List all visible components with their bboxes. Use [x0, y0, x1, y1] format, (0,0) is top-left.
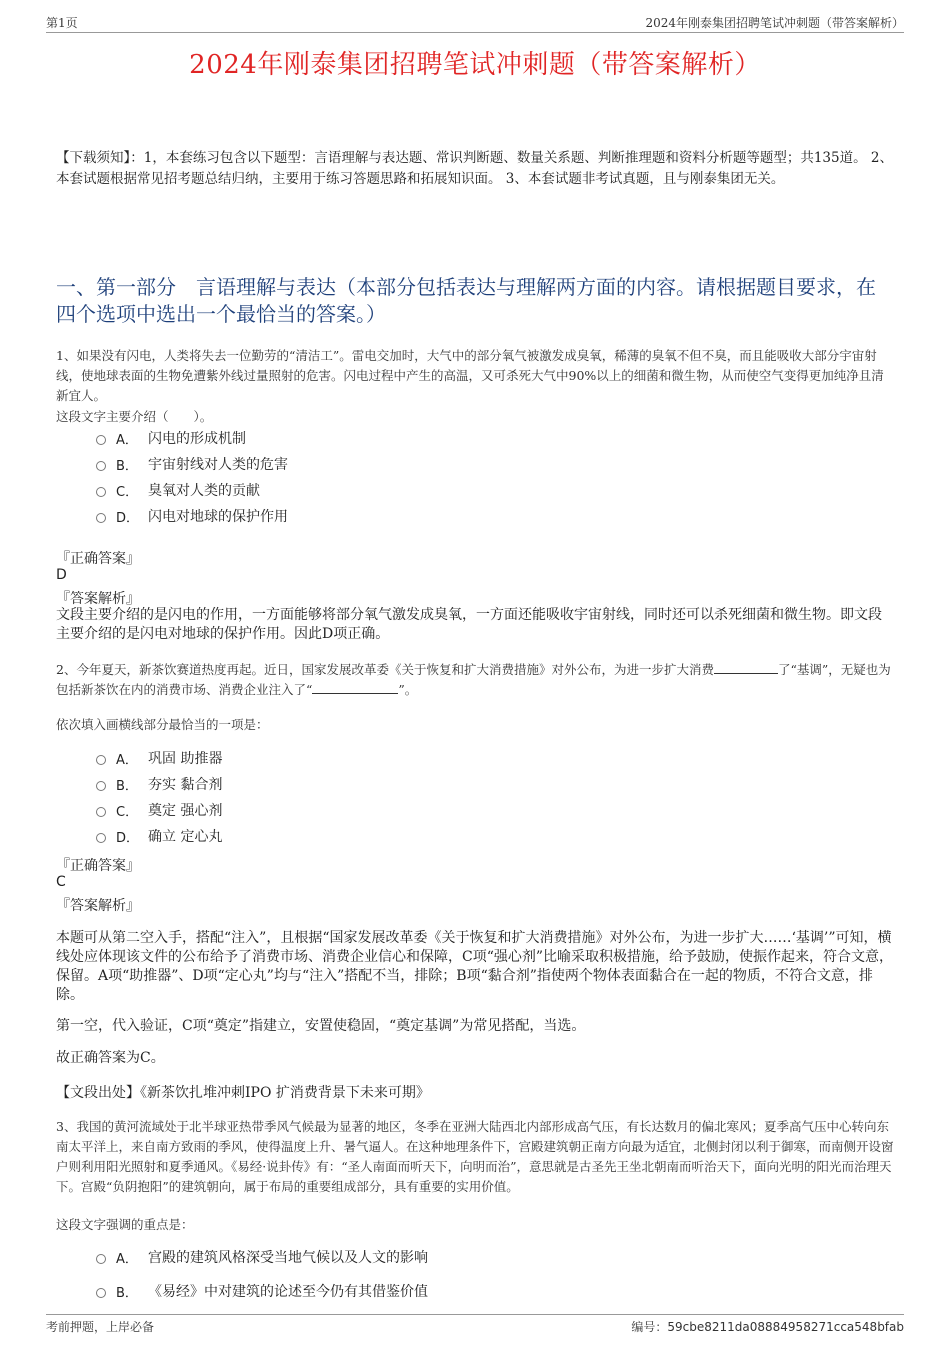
question-1-option-c[interactable]: C． 臭氧对人类的贡献: [96, 477, 288, 503]
question-2-analysis-paragraph-3: 故正确答案为C。: [56, 1050, 165, 1066]
question-2-answer: C: [56, 874, 66, 890]
question-2-options: [96, 745, 222, 849]
question-1-analysis-label: 『答案解析』: [56, 591, 140, 607]
question-2-option-a[interactable]: A． 巩固 助推器: [96, 745, 222, 771]
blank-2: [312, 681, 398, 694]
question-1-analysis: 文段主要介绍的是闪电的作用，一方面能够将部分氧气激发成臭氧，一方面还能吸收宇宙射线，同时还可以杀死细菌和微生物。即文段主要介绍的是闪电对地球的保护作用。因此D项正确。: [56, 607, 882, 642]
question-2-analysis-paragraph-1: 本题可从第二空入手，搭配“注入”，且根据“国家发展改革委《关于恢复和扩大消费措施》对外公布，为进一步扩大……‘基调’”可知，横线处应体现该文件的公布给予了消费市场、消费企业信心和保障，C项“强心剂”比喻采取积极措施，给予鼓励，使振作起来，符合文意，保留。A项“助推器”、D项“定心丸”均与“注入”搭配不当，排除；B项“黏合剂”指使两个物体表面黏合在一起的物质，不符合文意，排除。: [56, 930, 894, 1003]
radio-icon[interactable]: [96, 1254, 106, 1264]
header-doc-title: 2024年刚泰集团招聘笔试冲刺题（带答案解析）: [645, 16, 904, 30]
question-1-answer: D: [56, 567, 67, 583]
radio-icon[interactable]: [96, 1288, 106, 1298]
download-notice: 【下载须知】：1，本套练习包含以下题型：言语理解与表达题、常识判断题、数量关系题、判断推理题和资料分析题等题型；共135道。 2、本套试题根据常见招考题总结归纳，主要用于练习答题思路和拓展知识面。 3、本套试题非考试真题，且与刚泰集团无关。: [56, 150, 893, 187]
option-text: 臭氧对人类的贡献: [148, 483, 260, 499]
question-2-option-c[interactable]: C． 奠定 强心剂: [96, 797, 222, 823]
option-text: 夯实 黏合剂: [148, 777, 223, 793]
option-text: 宇宙射线对人类的危害: [148, 457, 288, 473]
question-3-option-b[interactable]: B． 《易经》中对建筑的论述至今仍有其借鉴价值: [96, 1278, 428, 1304]
question-2-analysis-label: 『答案解析』: [56, 898, 140, 914]
question-1-prompt: 这段文字主要介绍（ ）。: [56, 409, 213, 424]
radio-icon[interactable]: [96, 435, 106, 445]
question-1-answer-label: 『正确答案』: [56, 551, 140, 567]
radio-icon[interactable]: [96, 807, 106, 817]
question-3-text: 3、我国的黄河流域处于北半球亚热带季风气候最为显著的地区，冬季在亚洲大陆西北内部形成高气压，有长达数月的偏北寒风；夏季高气压中心转向东南太平洋上，来自南方致雨的季风，使得温度上升、暑气逼人。在这种地理条件下，宫殿建筑朝正南方向最为适宜，北侧封闭以利于御寒，而南侧开设窗户则利用阳光照射和夏季通风。《易经·说卦传》有：“圣人南面而听天下，向明而治”，意思就是古圣先王坐北朝南而听治天下，面向光明的阳光而治理天下。宫殿“负阴抱阳”的建筑朝向，属于布局的重要组成部分，具有重要的实用价值。: [56, 1119, 894, 1194]
question-2-answer-label: 『正确答案』: [56, 858, 140, 874]
question-3-option-a[interactable]: A． 宫殿的建筑风格深受当地气候以及人文的影响: [96, 1244, 428, 1270]
page-footer: [46, 1314, 904, 1335]
section-heading: 一、第一部分 言语理解与表达（本部分包括表达与理解两方面的内容。请根据题目要求，在四个选项中选出一个最恰当的答案。）: [56, 275, 876, 326]
question-1-option-d[interactable]: D． 闪电对地球的保护作用: [96, 503, 288, 529]
radio-icon[interactable]: [96, 755, 106, 765]
radio-icon[interactable]: [96, 461, 106, 471]
question-1-option-a[interactable]: A． 闪电的形成机制: [96, 425, 288, 451]
question-3-options: [96, 1244, 428, 1304]
question-1-text: 1、如果没有闪电，人类将失去一位勤劳的“清洁工”。雷电交加时，大气中的部分氧气被激发成臭氧，稀薄的臭氧不但不臭，而且能吸收大部分宇宙射线，使地球表面的生物免遭紫外线过量照射的危害。闪电过程中产生的高温，又可杀死大气中90%以上的细菌和微生物，从而使空气变得更加纯净且清新宜人。: [56, 348, 884, 403]
question-2-option-d[interactable]: D． 确立 定心丸: [96, 823, 222, 849]
page-number: 第1页: [46, 16, 78, 30]
radio-icon[interactable]: [96, 487, 106, 497]
option-text: 《易经》中对建筑的论述至今仍有其借鉴价值: [148, 1284, 428, 1300]
option-text: 巩固 助推器: [148, 751, 223, 767]
option-text: 奠定 强心剂: [148, 803, 223, 819]
question-3-prompt: 这段文字强调的重点是：: [56, 1217, 194, 1232]
radio-icon[interactable]: [96, 833, 106, 843]
question-2-prompt: 依次填入画横线部分最恰当的一项是：: [56, 717, 269, 732]
option-text: 确立 定心丸: [148, 829, 223, 845]
option-text: 宫殿的建筑风格深受当地气候以及人文的影响: [148, 1250, 428, 1266]
option-text: 闪电的形成机制: [148, 431, 246, 447]
radio-icon[interactable]: [96, 781, 106, 791]
question-2-analysis-paragraph-2: 第一空，代入验证，C项“奠定”指建立，安置使稳固，“奠定基调”为常见搭配，当选。: [56, 1018, 586, 1034]
question-1-option-b[interactable]: B． 宇宙射线对人类的危害: [96, 451, 288, 477]
footer-slogan: 考前押题，上岸必备: [46, 1320, 155, 1334]
option-text: 闪电对地球的保护作用: [148, 509, 288, 525]
radio-icon[interactable]: [96, 513, 106, 523]
blank-1: [714, 661, 778, 674]
question-1-options: [96, 425, 288, 529]
question-2-source: 【文段出处】《新茶饮扎堆冲刺IPO 扩消费背景下未来可期》: [56, 1085, 430, 1101]
document-title: 2024年刚泰集团招聘笔试冲刺题（带答案解析）: [189, 50, 761, 80]
page-header: [46, 14, 904, 33]
document-code: 编号：59cbe8211da08884958271cca548bfab: [631, 1320, 904, 1334]
question-2-text: 2、今年夏天，新茶饮赛道热度再起。近日，国家发展改革委《关于恢复和扩大消费措施》对外公布，为进一步扩大消费 了“基调”，无疑也为包括新茶饮在内的消费市场、消费企业注入了“ ”。: [56, 662, 891, 697]
question-2-option-b[interactable]: B． 夯实 黏合剂: [96, 771, 222, 797]
